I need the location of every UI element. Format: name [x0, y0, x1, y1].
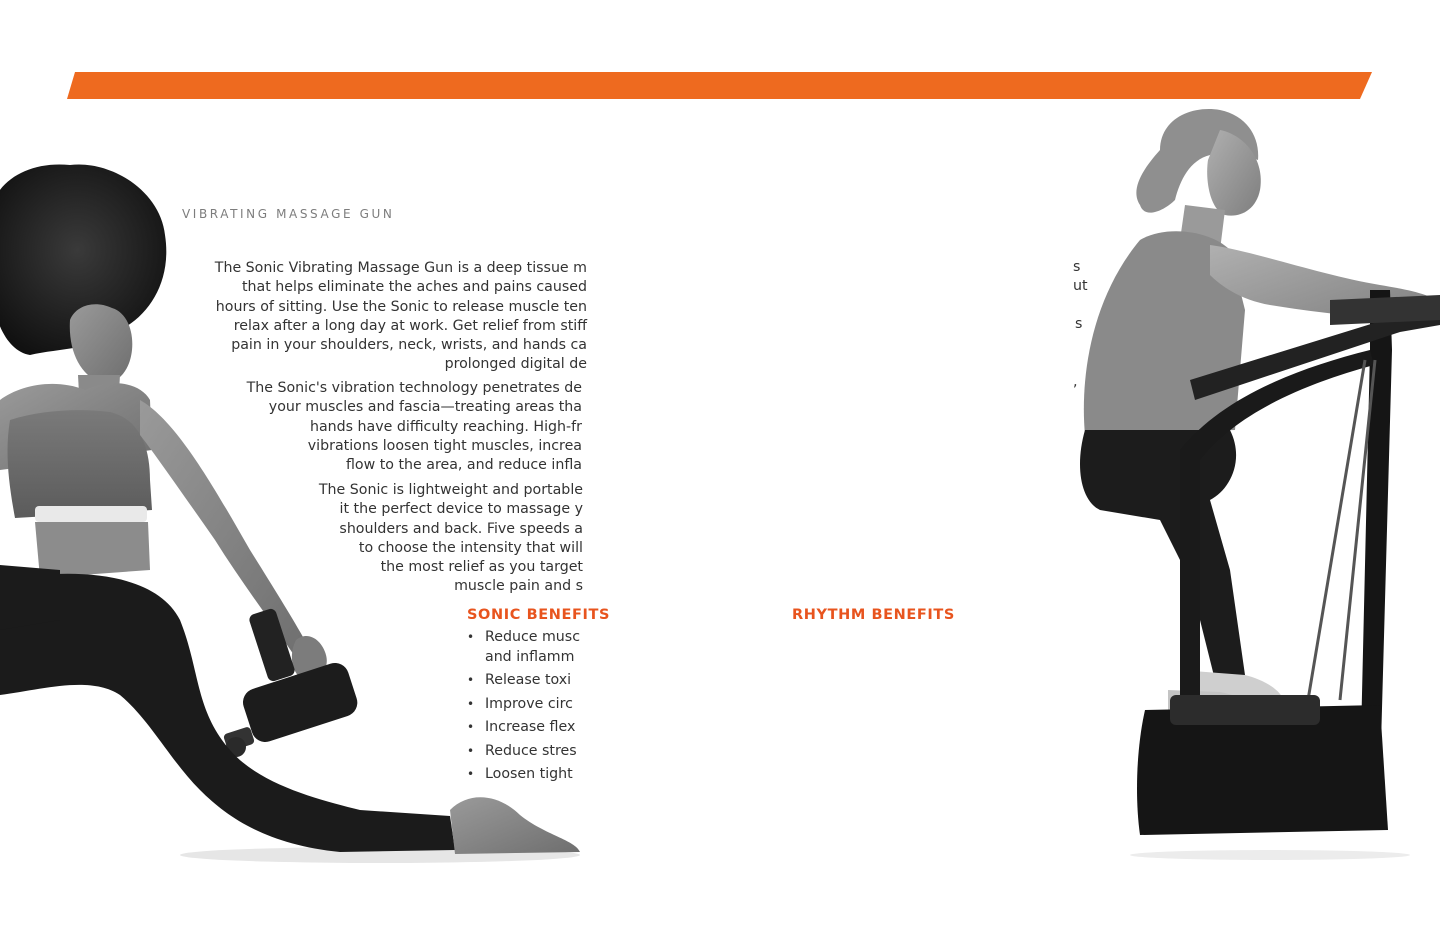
benefit-item [467, 742, 585, 762]
benefit-text: and inflamm [485, 648, 575, 665]
right-text-fragment: s [1075, 316, 1083, 332]
portability-paragraph [319, 481, 583, 597]
benefit-text: Release toxi [485, 672, 572, 688]
paragraph-line: relax after a long day at work. Get relief from stiff [233, 317, 587, 334]
paragraph-line: The Sonic is lightweight and portable [318, 482, 583, 498]
paragraph-line: that helps eliminate the aches and pains caused [241, 279, 587, 296]
bullet-icon: • [467, 630, 475, 644]
technology-paragraph [247, 379, 582, 475]
paragraph-line: the most relief as you target [380, 559, 583, 576]
benefit-text: Reduce musc [485, 629, 580, 645]
paragraph-line: shoulders and back. Five speeds a [339, 520, 583, 537]
right-text-fragment: s [1073, 259, 1081, 275]
paragraph-line: it the perfect device to massage y [339, 501, 583, 518]
benefit-text: Reduce stres [485, 742, 577, 759]
paragraph-line: pain in your shoulders, neck, wrists, and hands ca [231, 337, 587, 354]
benefit-item [467, 718, 585, 738]
paragraph-line: to choose the intensity that will [358, 539, 583, 556]
benefit-item [467, 695, 585, 715]
rhythm-benefits-heading: RHYTHM BENEFITS [792, 607, 955, 623]
bullet-icon: • [467, 673, 475, 687]
paragraph-line: hours of sitting. Use the Sonic to release muscle ten [215, 298, 587, 315]
bullet-icon: • [467, 696, 475, 711]
vibration-plate-model-photo [1070, 100, 1440, 860]
paragraph-line: vibrations loosen tight muscles, increa [307, 437, 582, 454]
paragraph-line: your muscles and fascia—treating areas tha [268, 399, 582, 416]
section-label: VIBRATING MASSAGE GUN [182, 207, 395, 221]
benefit-item [467, 671, 585, 691]
benefit-text: Loosen tight [485, 766, 573, 782]
right-text-fragment: , [1073, 374, 1078, 390]
paragraph-line: hands have difficulty reaching. High-fr [309, 418, 582, 435]
paragraph-line: flow to the area, and reduce infla [346, 457, 582, 474]
benefit-item [467, 765, 585, 785]
bullet-icon: • [467, 720, 475, 734]
bullet-icon: • [467, 767, 475, 781]
benefit-item [467, 628, 585, 667]
paragraph-line: muscle pain and s [454, 578, 583, 595]
intro-paragraph [215, 259, 587, 375]
benefit-text: Increase flex [485, 719, 576, 735]
paragraph-line: The Sonic's vibration technology penetrates de [246, 380, 582, 396]
sonic-benefits-list [467, 628, 585, 789]
bullet-icon: • [467, 743, 475, 758]
paragraph-line: The Sonic Vibrating Massage Gun is a deep tissue m [214, 260, 587, 276]
right-text-fragment: ut [1073, 278, 1088, 294]
paragraph-line: prolonged digital de [444, 356, 587, 373]
sonic-benefits-heading: SONIC BENEFITS [467, 607, 611, 623]
benefit-text: Improve circ [485, 695, 573, 712]
